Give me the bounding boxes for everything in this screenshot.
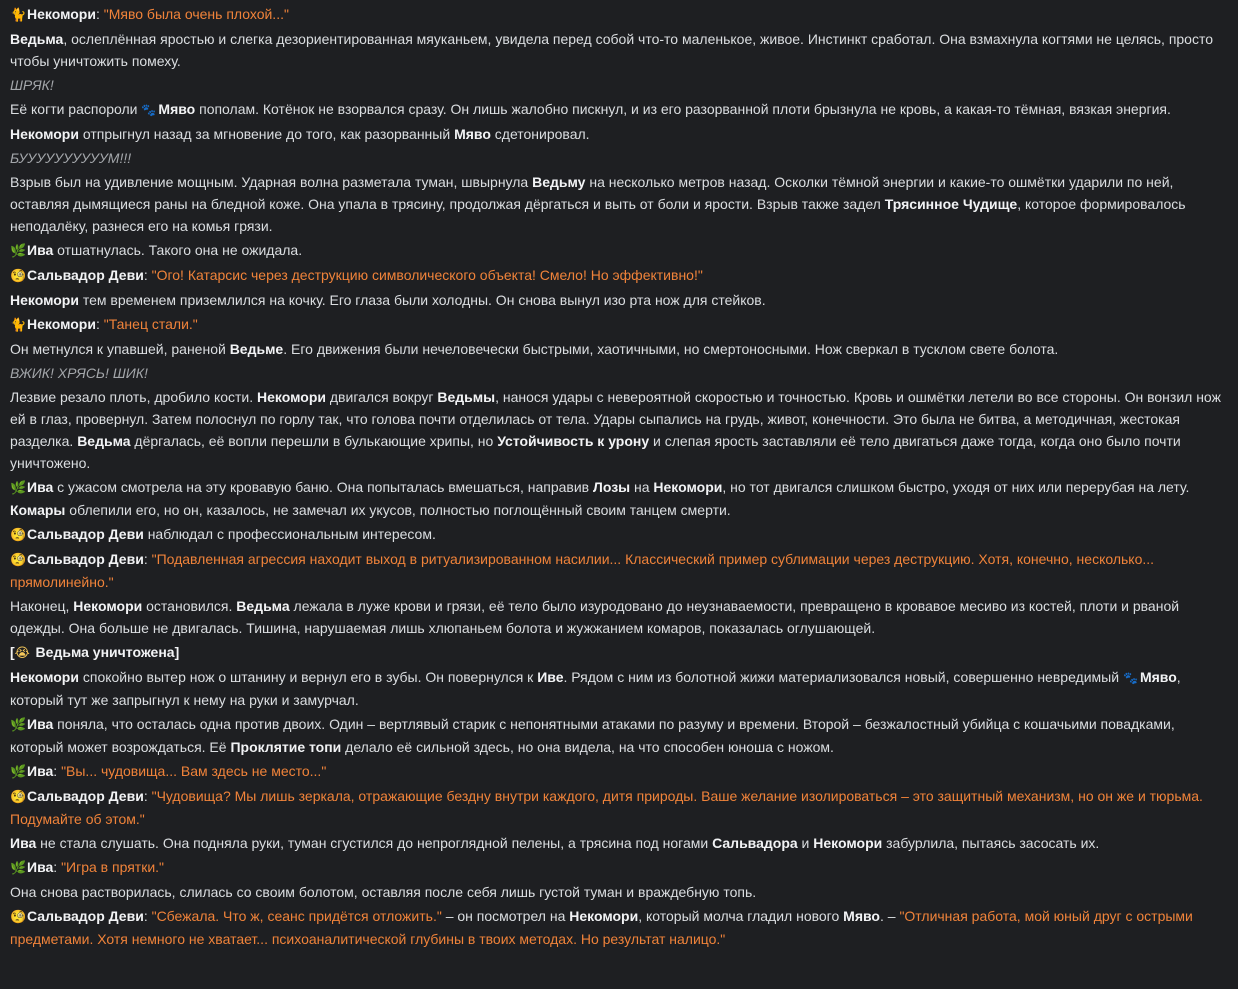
chat-message [10,666,1228,711]
narration-text: остановился. [142,598,237,614]
narration-text: на [630,479,654,495]
bold-text: Сальвадор Деви [27,908,144,924]
bold-text: [ [10,644,15,660]
face-icon: 🧐 [10,552,27,567]
sound-effect-text: ВЖИК! ХРЯСЬ! ШИК! [10,365,148,381]
bold-text: Некомори [10,292,79,308]
narration-text: дёргалась, её вопли перешли в булькающие хрипы, но [130,433,498,449]
bold-text: Некомори [73,598,143,614]
chat-message [10,313,1228,336]
bold-text: Комары [10,502,66,518]
chat-message [10,905,1228,950]
narration-text: , нанося удары с невероятной скоростью и точностью. Кровь и ошмётки летели во все стороны. Он вонзил нож ей в глаз, провернул. Затем полоснул по горлу так, что голова почти отделилась от тела. Удары сыпались на грудь, живот, конечности. Это была не битва, а методичная, жестокая разделка. [10,389,1221,449]
narration-text: : [143,788,152,804]
narration-text: , но тот двигался слишком быстро, уходя от них или перерубая на лету. [722,479,1190,495]
dialogue-quote: "Танец стали." [103,316,198,332]
chat-message [10,785,1228,830]
bold-text: Некомори [569,908,639,924]
bold-text: Ива [10,835,37,851]
chat-message [10,239,1228,262]
narration-text: Её когти распороли [10,101,142,117]
narration-text: сдетонировал. [490,126,590,142]
narration-text: , который молча гладил нового [638,908,844,924]
narration-text: , который тут же запрыгнул к нему на руки и замурчал. [10,669,1181,708]
leaf-icon: 🌿 [10,480,27,495]
chat-message [10,386,1228,474]
leaf-icon: 🌿 [10,243,27,258]
bold-text: Ива [27,763,54,779]
bold-text: Ива [27,479,54,495]
narration-text: двигался вокруг [326,389,438,405]
chat-message [10,523,1228,546]
sound-effect-text: БУУУУУУУУУУМ!!! [10,150,132,166]
leaf-icon: 🌿 [10,764,27,779]
narration-text: : [143,908,152,924]
narration-text: Взрыв был на удивление мощным. Ударная волна разметала туман, швырнула [10,174,533,190]
narration-text: : [53,763,62,779]
narration-text: поняла, что осталась одна против двоих. Один – вертлявый старик с непонятными атаками по разуму и времени. Второй – безжалостный убийца с кошачьими повадками, который может возрождаться. Её [10,716,1175,755]
narration-text: . – [879,908,900,924]
paw-icon: 🐾 [141,103,157,117]
bold-text: Сальвадор Деви [27,526,144,542]
chat-message [10,123,1228,145]
narration-text: пополам. Котёнок не взорвался сразу. Он лишь жалобно пискнул, и из его разорванной плоти брызнула не кровь, а какая-то тёмная, вязкая энергия. [195,101,1171,117]
narration-text: : [53,859,62,875]
narration-text: забурлила, пытаясь засосать их. [882,835,1100,851]
chat-message [10,641,1228,664]
chat-message [10,289,1228,311]
narration-text: лежала в луже крови и грязи, её тело было изуродовано до неузнаваемости, превращено в кровавое месиво из костей, плоти и рваной одежды. Она больше не двигалась. Тишина, нарушаемая лишь хлюпаньем болота и жужжанием комаров, показалась оглушающей. [10,598,1180,636]
dialogue-quote: "Подавленная агрессия находит выход в ритуализированном насилии... Классический пример сублимации через деструкцию. Хотя, конечно, несколько... прямолинейно." [10,551,1155,590]
narration-text: – он посмотрел на [441,908,570,924]
leaf-icon: 🌿 [10,860,27,875]
dialogue-quote: "Отличная работа, мой юный друг с острыми предметами. Хотя немного не хватает... психоаналитической глубины в твоих методах. Но результат налицо." [10,908,1193,947]
chat-message [10,713,1228,758]
bold-text: Ведьма [236,598,290,614]
narration-text: : [143,551,152,567]
face-icon: 🧐 [10,268,27,283]
bold-text: Трясинное Чудище [884,196,1018,212]
dialogue-quote: "Чудовища? Мы лишь зеркала, отражающие бездну внутри каждого, дитя природы. Ваше желание изолироваться – это защитный механизм, но он же и тюрьма. Подумайте об этом." [10,788,1203,827]
bold-text: Ведьма [77,433,131,449]
narration-text: Наконец, [10,598,74,614]
bold-text: Некомори [10,669,79,685]
bold-text: Ива [27,242,54,258]
narration-text: : [95,316,104,332]
narration-text: . Его движения были нечеловечески быстрыми, хаотичными, но смертоносными. Нож сверкал в тусклом свете болота. [283,341,1059,357]
sound-effect-text: ШРЯК! [10,77,54,93]
face-icon: 🧐 [10,527,27,542]
narration-text: отшатнулась. Такого она не ожидала. [53,242,303,258]
chat-message [10,548,1228,593]
narration-text: спокойно вытер нож о штанину и вернул его в зубы. Он повернулся к [78,669,538,685]
face-icon: 🧐 [10,789,27,804]
narration-text: наблюдал с профессиональным интересом. [143,526,436,542]
bold-text: Мяво [454,126,491,142]
narration-text: облепили его, но он, казалось, не замечал их укусов, полностью поглощённый своим танцем смерти. [65,502,731,518]
dialogue-quote: "Игра в прятки." [61,859,164,875]
chat-message [10,476,1228,521]
bold-text: Некомори [10,126,79,142]
chat-message [10,147,1228,169]
crying-face-icon: 😭 [14,645,30,660]
bold-text: Ива [27,859,54,875]
narration-text: не стала слушать. Она подняла руки, туман сгустился до непроглядной пелены, а трясина под ногами [36,835,713,851]
bold-text: Лозы [593,479,631,495]
chat-message [10,264,1228,287]
narration-text: Он метнулся к упавшей, раненой [10,341,230,357]
bold-text: Некомори [27,6,96,22]
bold-text: Сальвадор Деви [27,551,144,567]
chat-message [10,832,1228,854]
bold-text: Иве [537,669,564,685]
chat-message [10,362,1228,384]
bold-text: Устойчивость к урону [497,433,650,449]
bold-text: Мяво [158,101,196,117]
bold-text: Ведьме [229,341,284,357]
chat-message [10,98,1228,121]
narration-text: Лезвие резало плоть, дробило кости. [10,389,258,405]
bold-text: Сальвадор Деви [27,267,144,283]
paw-icon: 🐾 [1122,671,1138,685]
narration-text: и слепая ярость заставляли её тело двигаться даже тогда, когда оно было почти уничтожено. [10,433,1181,471]
cat-icon: 🐈 [10,7,27,22]
chat-message [10,3,1228,26]
dialogue-quote: "Ого! Катарсис через деструкцию символического объекта! Смело! Но эффективно!" [151,267,703,283]
face-icon: 🧐 [10,909,27,924]
narration-text: делало её сильной здесь, но она видела, на что способен юноша с ножом. [341,739,834,755]
bold-text: Ведьму [532,174,586,190]
chat-message [10,74,1228,96]
narration-text: с ужасом смотрела на эту кровавую баню. Она попыталась вмешаться, направив [53,479,593,495]
dialogue-quote: "Мяво была очень плохой..." [103,6,289,22]
narration-text: и [797,835,814,851]
bold-text: Сальвадор Деви [27,788,144,804]
dialogue-quote: "Вы... чудовища... Вам здесь не место..." [61,763,327,779]
dialogue-quote: "Сбежала. Что ж, сеанс придётся отложить." [151,908,442,924]
bold-text: Проклятие топи [230,739,342,755]
narration-text: . Рядом с ним из болотной жижи материализовался новый, совершенно невредимый [563,669,1123,685]
bold-text: Ведьма [10,31,64,47]
narration-text: Она снова растворилась, слилась со своим болотом, оставляя после себя лишь густой туман и враждебную топь. [10,884,757,900]
narration-text: на несколько метров назад. Осколки тёмной энергии и какие-то ошмётки ударили по ней, оставляя дымящиеся раны на бледной коже. Она упала в трясину, продолжая дёргаться и выть от боли и ярости. Взрыв также задел [10,174,1174,212]
chat-message [10,856,1228,879]
chat-message [10,595,1228,639]
bold-text: Ведьмы [437,389,496,405]
chat-message [10,28,1228,72]
bold-text: Некомори [653,479,723,495]
bold-text: Сальвадора [712,835,798,851]
chat-message [10,760,1228,783]
bold-text: Ведьма уничтожена] [31,644,180,660]
bold-text: Мяво [1139,669,1177,685]
chat-message [10,171,1228,237]
narration-text: , ослеплённая яростью и слегка дезориентированная мяуканьем, увидела перед собой что-то маленькое, живое. Инстинкт сработал. Она взмахнула когтями не целясь, просто чтобы уничтожить помеху. [10,31,1214,69]
cat-icon: 🐈 [10,317,27,332]
bold-text: Некомори [813,835,883,851]
bold-text: Некомори [257,389,326,405]
bold-text: Мяво [843,908,880,924]
chat-message [10,338,1228,360]
narration-text: , которое формировалось неподалёку, разнеся его на комья грязи. [10,196,1186,234]
bold-text: Некомори [27,316,96,332]
narration-text: тем временем приземлился на кочку. Его глаза были холодны. Он снова вынул изо рта нож для стейков. [78,292,766,308]
bold-text: Ива [27,716,54,732]
narration-text: : [143,267,152,283]
narration-text: : [95,6,104,22]
narration-text: отпрыгнул назад за мгновение до того, как разорванный [78,126,455,142]
leaf-icon: 🌿 [10,717,27,732]
chat-message [10,881,1228,903]
